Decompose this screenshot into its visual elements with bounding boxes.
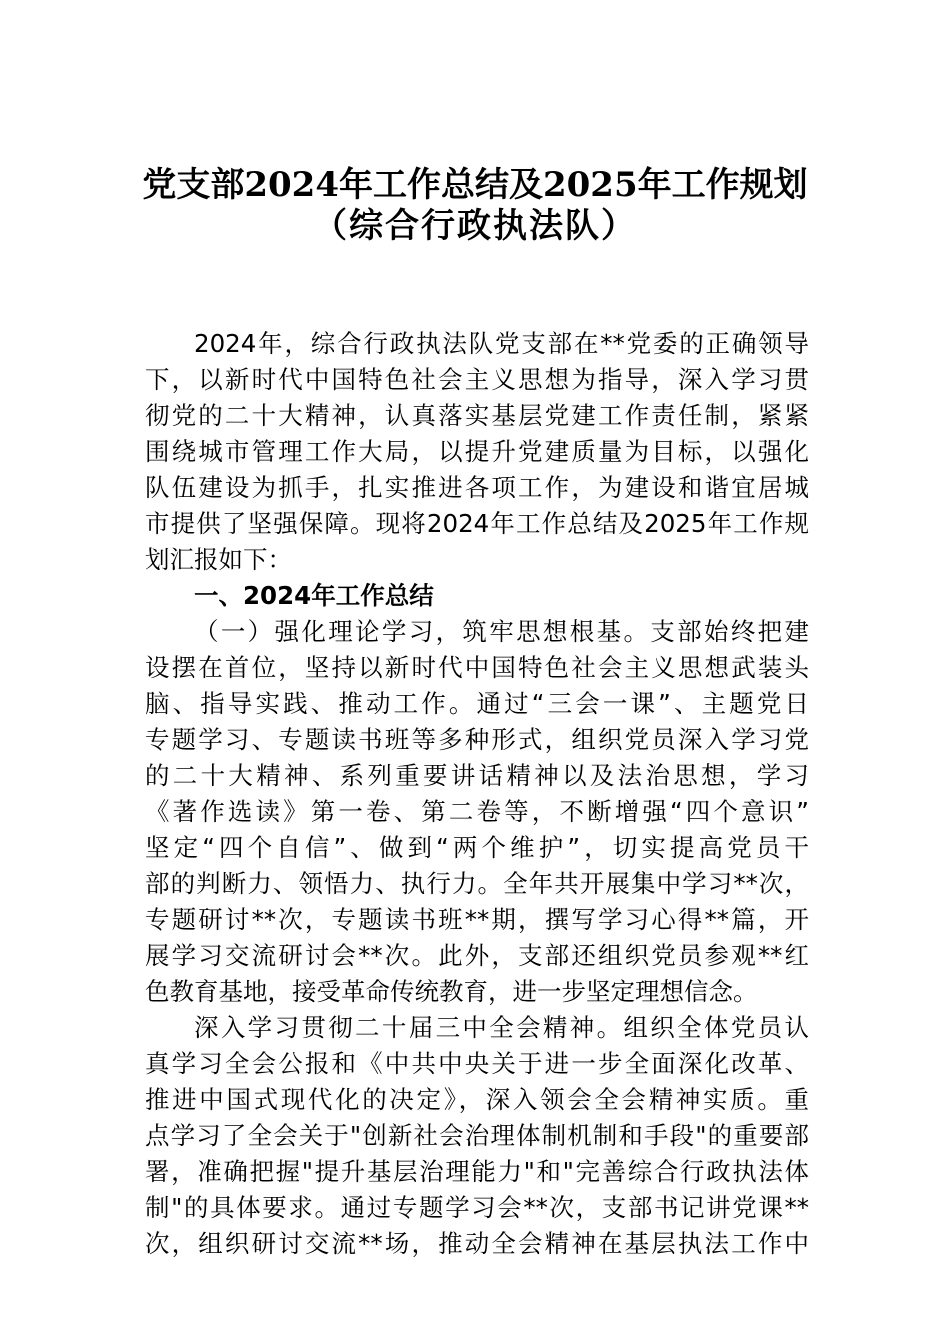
body-line: 次，组织研讨交流**场，推动全会精神在基层执法工作中 — [145, 1229, 809, 1258]
body-line: 脑、指导实践、推动工作。通过“三会一课”、主题党日 — [145, 689, 809, 718]
body-line: 的二十大精神、系列重要讲话精神以及法治思想，学习 — [145, 761, 809, 790]
body-line: 专题学习、专题读书班等多种形式，组织党员深入学习党 — [145, 725, 809, 754]
body-line: 坚定“四个自信”、做到“两个维护”，切实提高党员干 — [145, 833, 809, 862]
body-line: 划汇报如下： — [145, 545, 292, 574]
body-line: 《著作选读》第一卷、第二卷等，不断增强“四个意识” — [145, 797, 809, 826]
body-line: 专题研讨**次，专题读书班**期，撰写学习心得**篇，开 — [145, 905, 809, 934]
body-line: 下，以新时代中国特色社会主义思想为指导，深入学习贯 — [145, 365, 809, 394]
body-line: 真学习全会公报和《中共中央关于进一步全面深化改革、 — [145, 1049, 809, 1078]
body-line: （一）强化理论学习，筑牢思想根基。支部始终把建 — [194, 617, 809, 646]
section-heading: 一、2024年工作总结 — [194, 581, 434, 610]
body-line: 色教育基地，接受革命传统教育，进一步坚定理想信念。 — [145, 977, 758, 1006]
body-line: 队伍建设为抓手，扎实推进各项工作，为建设和谐宜居城 — [145, 473, 809, 502]
body-line: 深入学习贯彻二十届三中全会精神。组织全体党员认 — [194, 1013, 809, 1042]
body-line: 市提供了坚强保障。现将2024年工作总结及2025年工作规 — [145, 509, 809, 538]
document-title: 党支部2024年工作总结及2025年工作规划 — [142, 165, 808, 205]
document-subtitle: （综合行政执法队） — [313, 206, 637, 246]
body-line: 推进中国式现代化的决定》，深入领会全会精神实质。重 — [145, 1085, 809, 1114]
body-line: 署，准确把握"提升基层治理能力"和"完善综合行政执法体 — [145, 1157, 809, 1186]
body-line: 部的判断力、领悟力、执行力。全年共开展集中学习**次， — [145, 869, 809, 898]
body-line: 展学习交流研讨会**次。此外，支部还组织党员参观**红 — [145, 941, 809, 970]
body-line: 2024年，综合行政执法队党支部在**党委的正确领导 — [194, 329, 809, 358]
body-line: 彻党的二十大精神，认真落实基层党建工作责任制，紧紧 — [145, 401, 809, 430]
body-line: 点学习了全会关于"创新社会治理体制机制和手段"的重要部 — [145, 1121, 809, 1150]
body-line: 设摆在首位，坚持以新时代中国特色社会主义思想武装头 — [145, 653, 809, 682]
body-line: 围绕城市管理工作大局，以提升党建质量为目标，以强化 — [145, 437, 809, 466]
body-line: 制"的具体要求。通过专题学习会**次，支部书记讲党课** — [145, 1193, 809, 1222]
